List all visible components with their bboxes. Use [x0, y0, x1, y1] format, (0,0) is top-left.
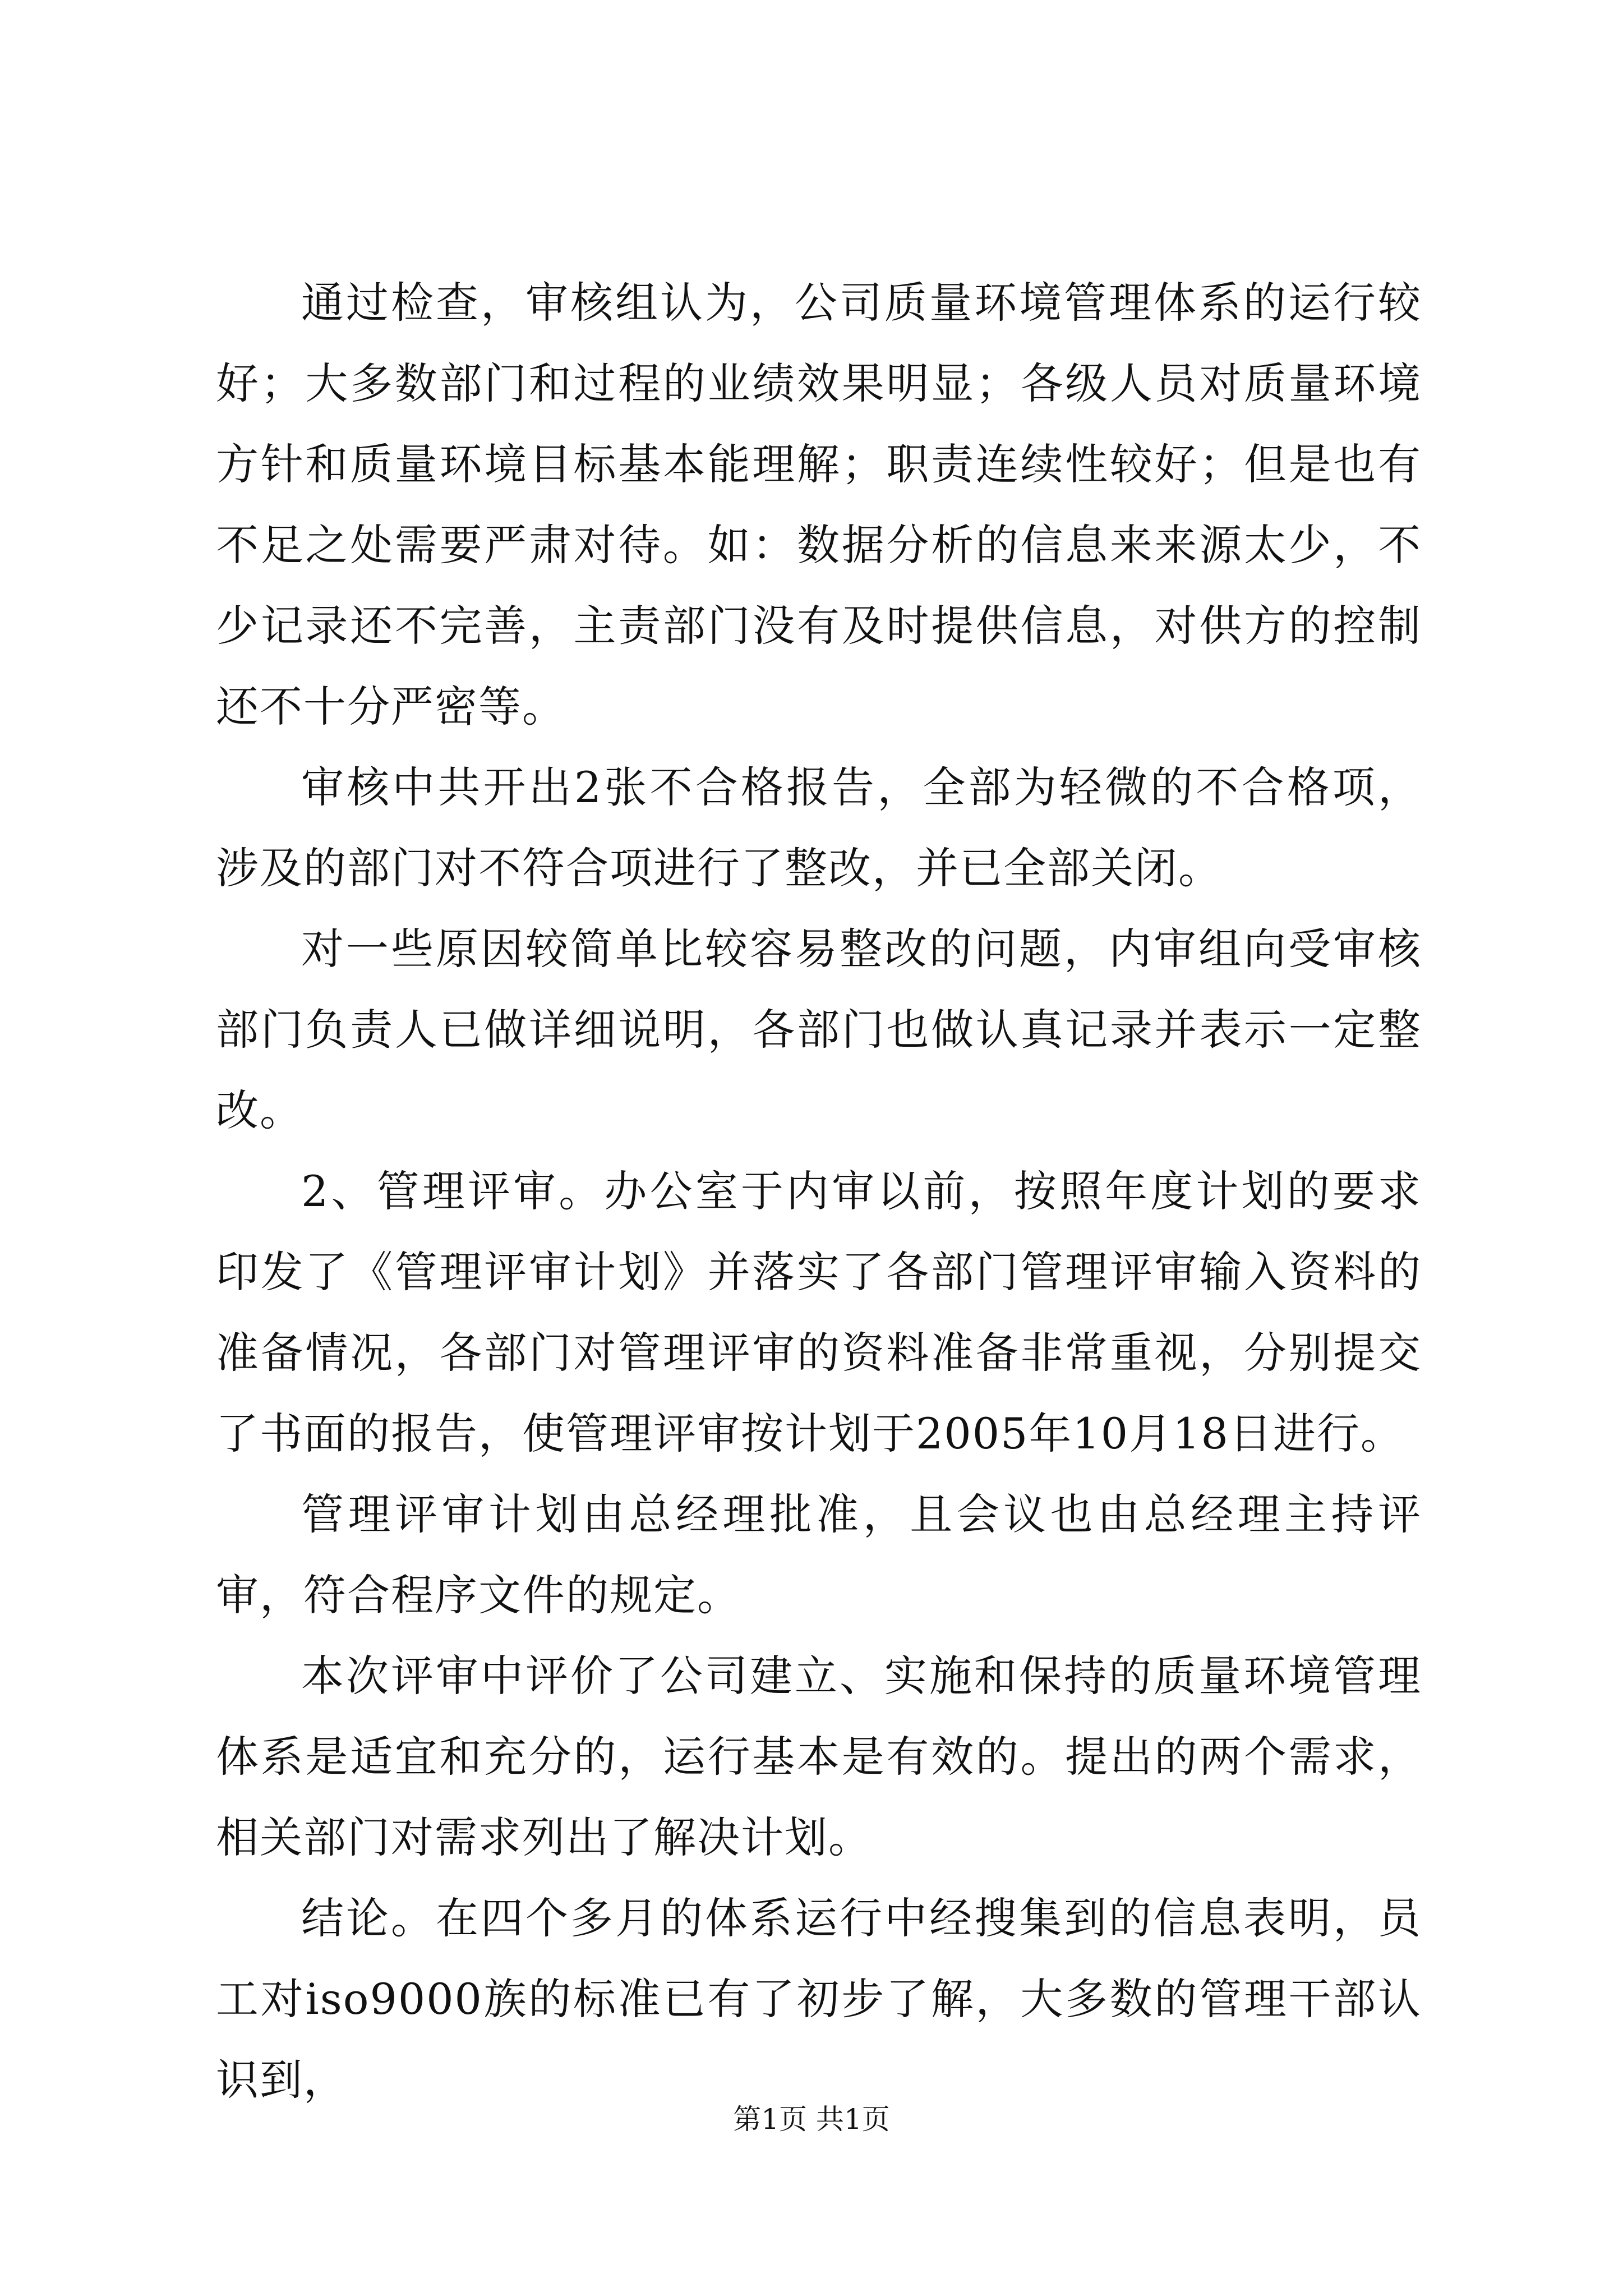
paragraph-review-evaluation: 本次评审中评价了公司建立、实施和保持的质量环境管理体系是适宜和充分的，运行基本是有效的。提出的两个需求，相关部门对需求列出了解决计划。 [216, 1651, 1422, 1862]
paragraph-audit-findings: 通过检查，审核组认为，公司质量环境管理体系的运行较好；大多数部门和过程的业绩效果明显；各级人员对质量环境方针和质量环境目标基本能理解；职责连续性较好；但是也有不足之处需要严肃对待。如：数据分析的信息来来源太少，不少记录还不完善，主责部门没有及时提供信息，对供方的控制还不十分严密等。 [216, 278, 1422, 731]
paragraph-review-approval: 管理评审计划由总经理批准，且会议也由总经理主持评审，符合程序文件的规定。 [216, 1489, 1422, 1620]
paragraph-nonconformity-reports: 审核中共开出2张不合格报告，全部为轻微的不合格项，涉及的部门对不符合项进行了整改，并已全部关闭。 [216, 762, 1422, 893]
paragraph-rectification-explanation: 对一些原因较简单比较容易整改的问题，内审组向受审核部门负责人已做详细说明，各部门也做认真记录并表示一定整改。 [216, 924, 1422, 1135]
paragraph-management-review: 2、管理评审。办公室于内审以前，按照年度计划的要求印发了《管理评审计划》并落实了各部门管理评审输入资料的准备情况，各部门对管理评审的资料准备非常重视，分别提交了书面的报告，使管理评审按计划于2005年10月18日进行。 [216, 1166, 1422, 1458]
page-footer: 第1页 共1页 [733, 2103, 890, 2136]
document-body [216, 263, 1422, 2120]
paragraph-conclusion: 结论。在四个多月的体系运行中经搜集到的信息表明，员工对iso9000族的标准已有了初步了解，大多数的管理干部认识到， [216, 1893, 1422, 2105]
